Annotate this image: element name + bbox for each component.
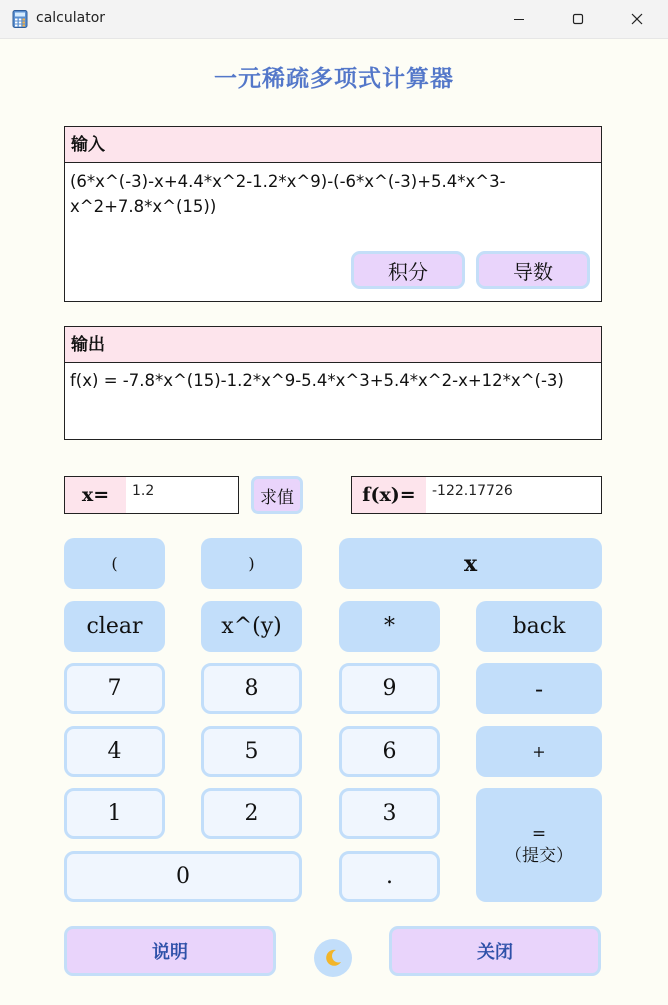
key-7[interactable]: 7 <box>64 663 165 714</box>
title-bar <box>0 0 668 39</box>
output-panel <box>64 326 602 440</box>
key-dot[interactable]: . <box>339 851 440 902</box>
window-title: calculator <box>36 10 106 26</box>
polynomial-input[interactable]: (6*x^(-3)-x+4.4*x^2-1.2*x^9)-(-6*x^(-3)+5.4*x^3-x^2+7.8*x^(15)) <box>70 172 506 216</box>
key-submit-label: （提交） <box>505 846 573 866</box>
close-window-button[interactable] <box>614 0 660 38</box>
maximize-button[interactable] <box>555 0 601 38</box>
key-8[interactable]: 8 <box>201 663 302 714</box>
minimize-icon <box>513 13 525 25</box>
key-6[interactable]: 6 <box>339 726 440 777</box>
calculator-app-icon <box>12 10 28 28</box>
key-0[interactable]: 0 <box>64 851 302 902</box>
input-panel-label: 输入 <box>65 127 601 163</box>
page-title: 一元稀疏多项式计算器 <box>214 66 454 92</box>
key-9[interactable]: 9 <box>339 663 440 714</box>
close-icon <box>631 13 643 25</box>
key-x[interactable]: x <box>339 538 602 589</box>
minimize-button[interactable] <box>496 0 542 38</box>
close-button[interactable]: 关闭 <box>389 926 601 976</box>
key-1[interactable]: 1 <box>64 788 165 839</box>
key-5[interactable]: 5 <box>201 726 302 777</box>
fx-label: f(x)= <box>351 476 427 514</box>
key-back[interactable]: back <box>476 601 602 652</box>
x-label: x= <box>64 476 127 514</box>
key-left-paren[interactable]: ( <box>64 538 165 589</box>
x-value-input[interactable]: 1.2 <box>126 476 239 514</box>
key-multiply[interactable]: * <box>339 601 440 652</box>
evaluate-button[interactable]: 求值 <box>251 476 303 514</box>
maximize-icon <box>572 13 584 25</box>
integral-button[interactable]: 积分 <box>351 251 465 289</box>
key-plus[interactable]: + <box>476 726 602 777</box>
fx-value-output: -122.17726 <box>426 476 602 514</box>
theme-toggle-button[interactable] <box>314 939 352 977</box>
derivative-button[interactable]: 导数 <box>476 251 590 289</box>
key-2[interactable]: 2 <box>201 788 302 839</box>
key-3[interactable]: 3 <box>339 788 440 839</box>
key-power[interactable]: x^(y) <box>201 601 302 652</box>
moon-icon <box>322 947 344 969</box>
polynomial-output: f(x) = -7.8*x^(15)-1.2*x^9-5.4*x^3+5.4*x^2-x+12*x^(-3) <box>70 371 564 390</box>
help-button[interactable]: 说明 <box>64 926 276 976</box>
key-right-paren[interactable]: ) <box>201 538 302 589</box>
key-clear[interactable]: clear <box>64 601 165 652</box>
input-panel <box>64 126 602 302</box>
key-submit-equals: = <box>531 824 547 844</box>
output-panel-label: 输出 <box>65 327 601 363</box>
key-4[interactable]: 4 <box>64 726 165 777</box>
key-minus[interactable]: - <box>476 663 602 714</box>
key-submit[interactable] <box>476 788 602 902</box>
